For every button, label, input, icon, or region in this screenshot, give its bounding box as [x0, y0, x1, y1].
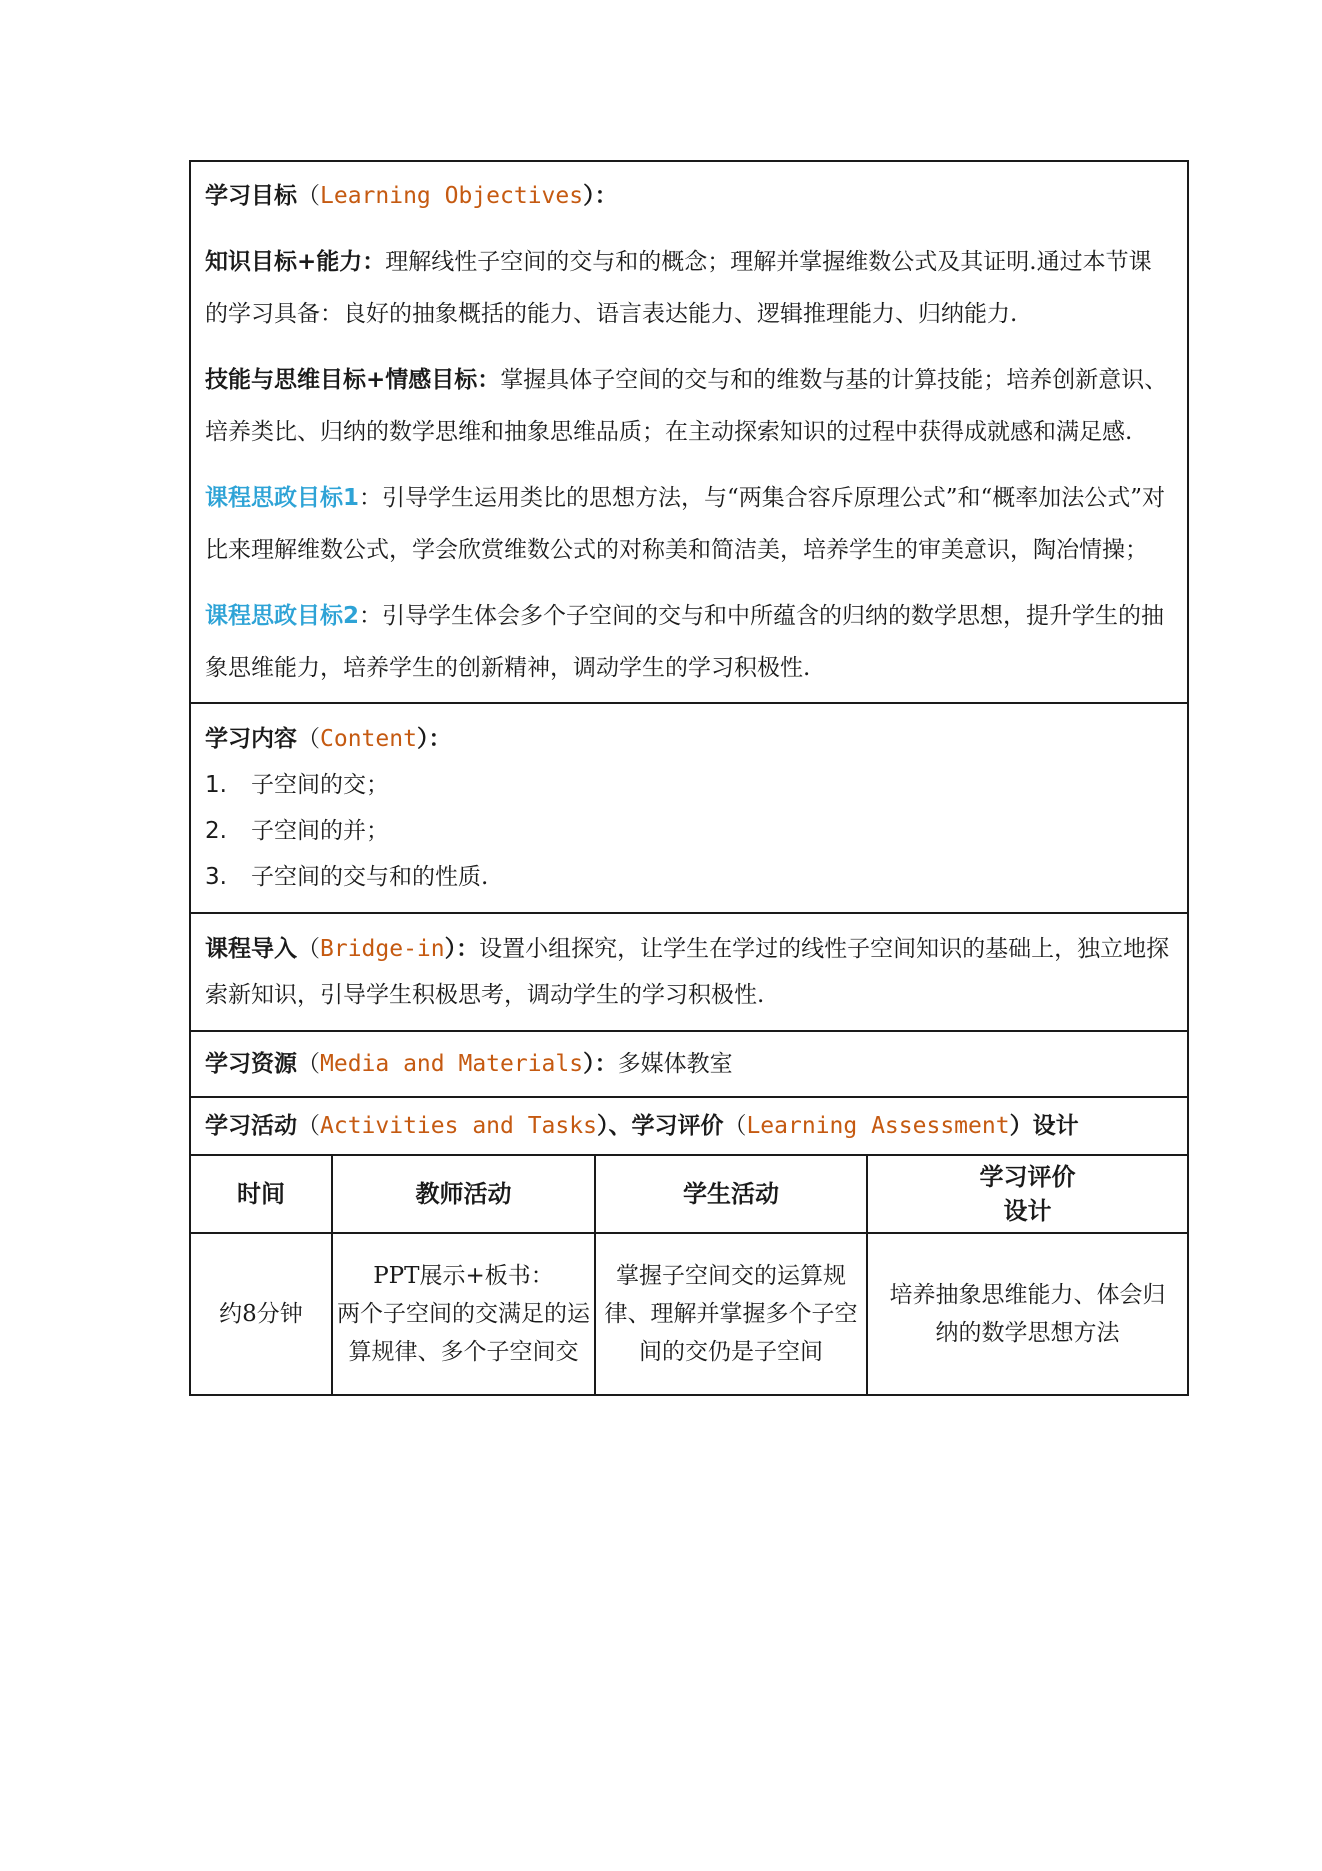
cell-assessment: 培养抽象思维能力、体会归纳的数学思想方法 — [867, 1233, 1188, 1395]
paren-close: ）： — [583, 183, 618, 209]
list-item — [205, 762, 1173, 808]
paren-open: （ — [297, 726, 320, 752]
ideology2-label: 课程思政目标2 — [205, 603, 360, 629]
lesson-plan-sheet — [189, 160, 1187, 1396]
list-text: 子空间的交； — [251, 772, 389, 798]
lesson-plan-table — [189, 160, 1189, 1396]
cell-teacher — [332, 1233, 595, 1395]
list-number: 3. — [205, 864, 227, 890]
content-heading — [205, 716, 1173, 762]
paren-close: ） — [1009, 1113, 1033, 1139]
media-text: 多媒体教室 — [617, 1051, 733, 1077]
objectives-section — [190, 161, 1188, 703]
paren-open: （ — [297, 1113, 320, 1139]
list-item — [205, 854, 1173, 900]
list-item — [205, 808, 1173, 854]
assessment-title: 学习评价 — [631, 1113, 724, 1139]
media-paragraph — [205, 1044, 1173, 1084]
activities-title: 学习活动 — [205, 1113, 297, 1139]
knowledge-label: 知识目标+能力： — [205, 249, 386, 275]
header-teacher: 教师活动 — [332, 1155, 595, 1233]
objectives-title: 学习目标 — [205, 183, 297, 209]
skills-label: 技能与思维目标+情感目标： — [205, 367, 501, 393]
bridge-title-en: Bridge-in — [320, 936, 445, 962]
knowledge-objective — [205, 236, 1173, 340]
media-title-en: Media and Materials — [320, 1051, 584, 1077]
ideology-objective-1 — [205, 472, 1173, 576]
content-title-en: Content — [320, 726, 417, 752]
paren-close: ）： — [416, 726, 452, 752]
ideology-objective-2 — [205, 590, 1173, 694]
cell-student: 掌握子空间交的运算规律、理解并掌握多个子空间的交仍是子空间 — [595, 1233, 867, 1395]
content-title: 学习内容 — [205, 726, 297, 752]
content-row — [190, 703, 1188, 913]
bridge-paragraph — [205, 926, 1173, 1018]
objectives-row — [190, 161, 1188, 703]
activities-heading — [205, 1108, 1173, 1144]
paren-open: （ — [297, 936, 320, 962]
bridge-row — [190, 913, 1188, 1031]
list-number: 1. — [205, 772, 227, 798]
paren-open: （ — [723, 1113, 747, 1139]
knowledge-text: 理解线性子空间的交与和的概念；理解并掌握维数公式及其证明.通过本节课的学习具备：良好的抽象概括的能力、语言表达能力、逻辑推理能力、归纳能力. — [205, 249, 1152, 327]
header-time: 时间 — [190, 1155, 332, 1233]
table-header-row — [190, 1155, 1188, 1233]
assessment-title-en: Learning Assessment — [746, 1113, 1010, 1139]
objectives-title-en: Learning Objectives — [320, 183, 584, 209]
paren-open: （ — [297, 183, 320, 209]
ideology1-label: 课程思政目标1 — [205, 485, 360, 511]
media-title: 学习资源 — [205, 1051, 297, 1077]
media-row — [190, 1031, 1188, 1097]
paren-close: ）： — [444, 936, 480, 962]
bridge-title: 课程导入 — [205, 936, 297, 962]
paren-close: ）： — [583, 1051, 618, 1077]
objectives-heading — [205, 170, 1173, 222]
list-text: 子空间的交与和的性质. — [251, 864, 489, 890]
list-number: 2. — [205, 818, 227, 844]
design-suffix: 设计 — [1032, 1113, 1079, 1139]
ideology1-text: ：引导学生运用类比的思想方法，与“两集合容斥原理公式”和“概率加法公式”对比来理解维数公式，学会欣赏维数公式的对称美和简洁美，培养学生的审美意识，陶冶情操； — [205, 485, 1166, 563]
media-section — [190, 1031, 1188, 1097]
header-assessment — [867, 1155, 1188, 1233]
activities-title-en: Activities and Tasks — [320, 1113, 597, 1139]
header-assessment-line1: 学习评价 — [979, 1163, 1076, 1191]
header-assessment-line2: 设计 — [1003, 1197, 1052, 1225]
table-row — [190, 1233, 1188, 1395]
cell-time: 约8分钟 — [190, 1233, 332, 1395]
skills-text: 掌握具体子空间的交与和的维数与基的计算技能；培养创新意识、培养类比、归纳的数学思维和抽象思维品质；在主动探索知识的过程中获得成就感和满足感. — [205, 367, 1168, 445]
ideology2-text: ：引导学生体会多个子空间的交与和中所蕴含的归纳的数学思想，提升学生的抽象思维能力，培养学生的创新精神，调动学生的学习积极性. — [205, 603, 1165, 681]
paren-close: ）、 — [596, 1113, 632, 1139]
activities-row — [190, 1097, 1188, 1155]
bridge-section — [190, 913, 1188, 1031]
list-text: 子空间的并； — [251, 818, 389, 844]
header-student: 学生活动 — [595, 1155, 867, 1233]
content-section — [190, 703, 1188, 913]
cell-teacher-line1: PPT展示+板书： — [373, 1263, 554, 1289]
cell-teacher-line2: 两个子空间的交满足的运算规律、多个子空间交 — [337, 1301, 590, 1365]
activities-section — [190, 1097, 1188, 1155]
bridge-text: 设置小组探究，让学生在学过的线性子空间知识的基础上，独立地探索新知识，引导学生积极思考，调动学生的学习积极性. — [205, 936, 1170, 1008]
skills-objective — [205, 354, 1173, 458]
paren-open: （ — [297, 1051, 320, 1077]
